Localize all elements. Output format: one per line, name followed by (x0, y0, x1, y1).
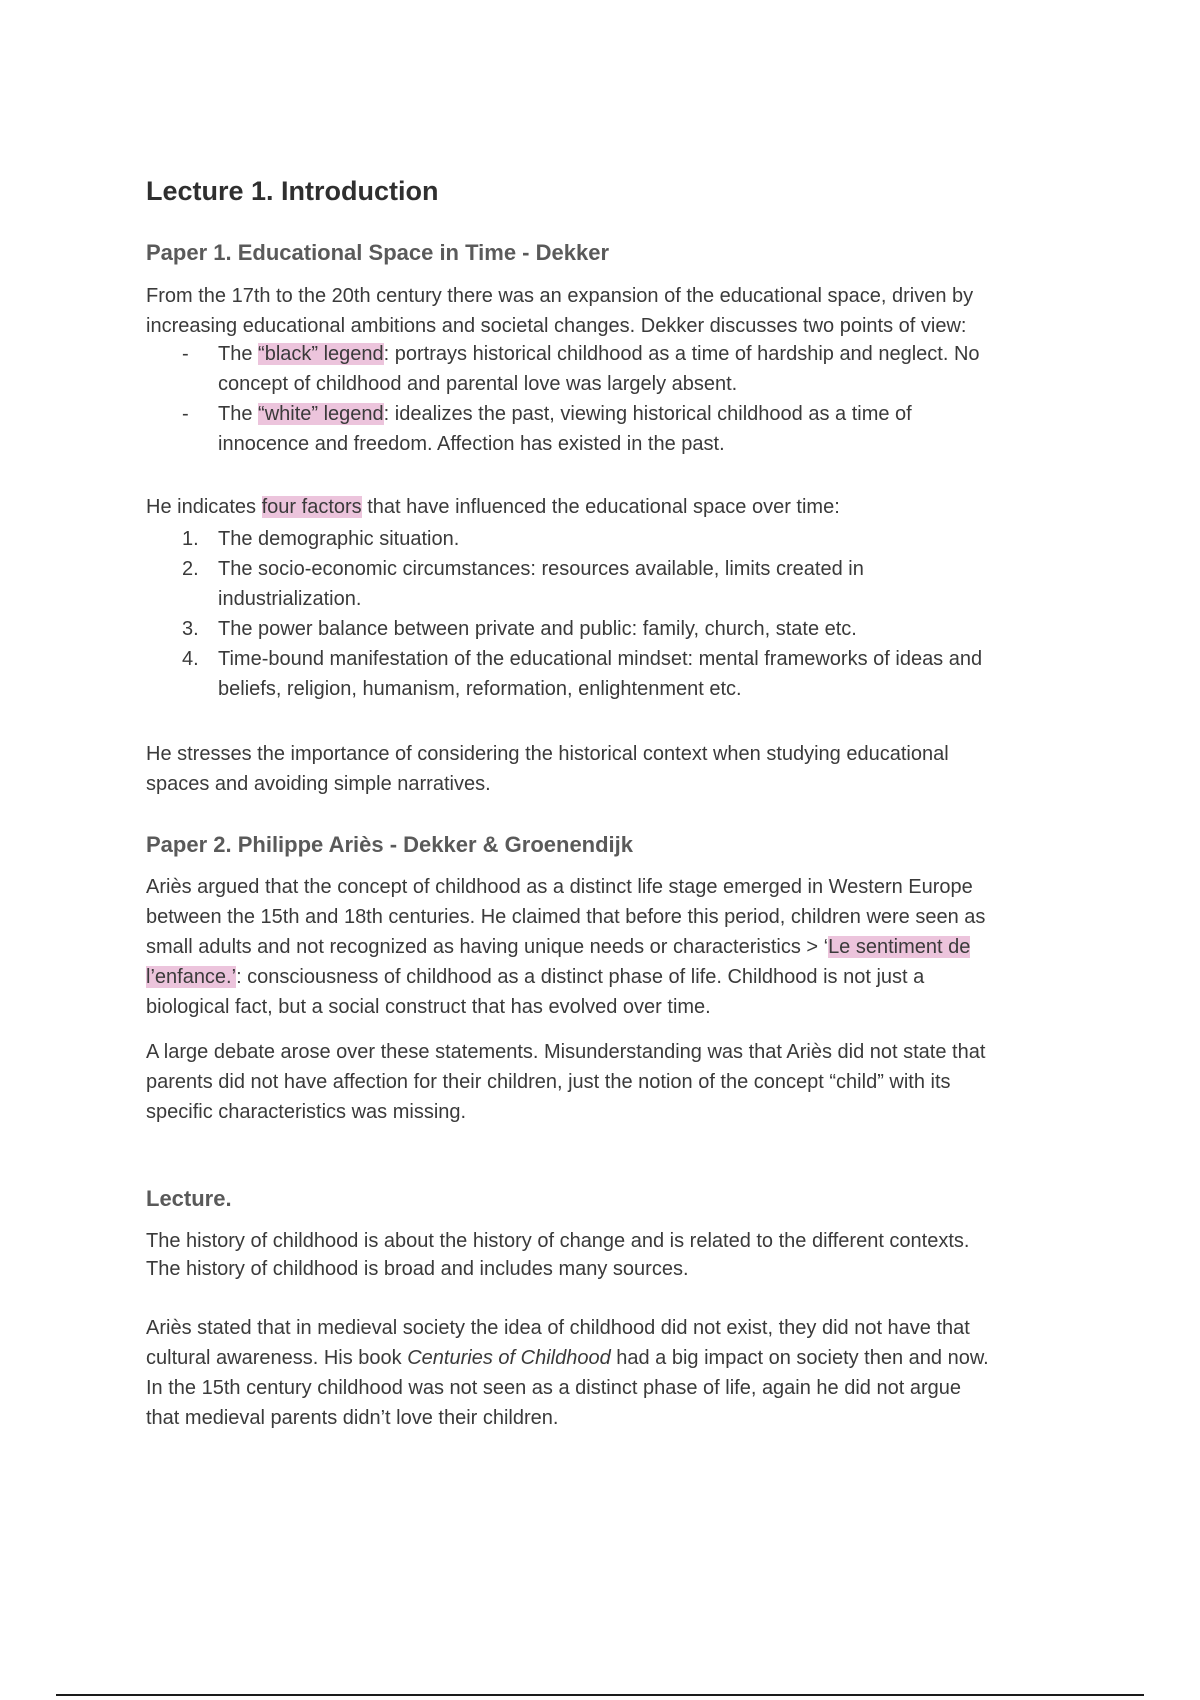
legend-text-continued: concept of childhood and parental love was largely absent. (218, 373, 738, 395)
bottom-divider (56, 1694, 1144, 1696)
paragraph-line: spaces and avoiding simple narratives. (146, 773, 491, 795)
list-item-text: The demographic situation. (218, 528, 460, 550)
highlight-four-factors: four factors (261, 496, 362, 518)
list-item (146, 614, 1086, 644)
paper2-paragraph-2 (146, 1037, 1086, 1127)
paragraph-line: that medieval parents didn’t love their children. (146, 1407, 559, 1429)
paragraph-line: biological fact, but a social construct that has evolved over time. (146, 996, 711, 1018)
factors-intro-prefix: He indicates (146, 496, 262, 518)
paragraph-text: had a big impact on society then and now. (610, 1347, 989, 1369)
legends-list (146, 339, 1086, 459)
paragraph-line: The history of childhood is broad and includes many sources. (146, 1258, 689, 1280)
paragraph-text: cultural awareness. His book (146, 1347, 408, 1369)
paragraph-line: between the 15th and 18th centuries. He claimed that before this period, children were seen as (146, 906, 986, 928)
paragraph-line: A large debate arose over these statements. Misunderstanding was that Ariès did not state that (146, 1041, 986, 1063)
paragraph-line: parents did not have affection for their children, just the notion of the concept “child” with its (146, 1071, 951, 1093)
number-marker: 3. (182, 618, 199, 640)
paper1-heading: Paper 1. Educational Space in Time - Dekker (146, 240, 609, 265)
factors-list (146, 524, 1086, 704)
lecture-paragraph-1 (146, 1226, 1086, 1282)
lecture-paragraph-2 (146, 1313, 1086, 1433)
list-item-text: The socio-economic circumstances: resources available, limits created in (218, 558, 864, 580)
number-marker: 2. (182, 558, 199, 580)
list-item (146, 524, 1086, 554)
list-item (146, 554, 1086, 614)
paragraph-line: specific characteristics was missing. (146, 1101, 467, 1123)
number-marker: 4. (182, 648, 199, 670)
factors-intro (146, 492, 1086, 522)
highlight-lenfance: l’enfance.’ (146, 966, 237, 988)
paragraph-line: Ariès argued that the concept of childhood as a distinct life stage emerged in Western Europe (146, 876, 973, 898)
paper1-intro-line: From the 17th to the 20th century there was an expansion of the educational space, driven by (146, 285, 974, 307)
legend-text: : idealizes the past, viewing historical childhood as a time of (383, 403, 912, 425)
paper2-paragraph-1 (146, 872, 1086, 1022)
paper1-conclusion (146, 739, 1086, 799)
paper2-heading: Paper 2. Philippe Ariès - Dekker & Groenendijk (146, 832, 634, 857)
paragraph-line: Ariès stated that in medieval society the idea of childhood did not exist, they did not have that (146, 1317, 970, 1339)
paragraph-line: The history of childhood is about the history of change and is related to the different contexts. (146, 1230, 970, 1252)
paragraph-line: He stresses the importance of considering the historical context when studying educational (146, 743, 949, 765)
list-item-white-legend (146, 399, 1086, 459)
legend-text-continued: innocence and freedom. Affection has existed in the past. (218, 433, 725, 455)
paper1-intro (146, 281, 1086, 341)
paragraph-line: In the 15th century childhood was not seen as a distinct phase of life, again he did not argue (146, 1377, 961, 1399)
list-item-text: Time-bound manifestation of the educational mindset: mental frameworks of ideas and (218, 648, 983, 670)
page-title: Lecture 1. Introduction (146, 176, 439, 206)
legend-prefix: The (218, 343, 259, 365)
factors-intro-suffix: that have influenced the educational space over time: (361, 496, 840, 518)
list-item-black-legend (146, 339, 1086, 399)
list-item-text: beliefs, religion, humanism, reformation, enlightenment etc. (218, 678, 742, 700)
legend-text: : portrays historical childhood as a time of hardship and neglect. No (383, 343, 980, 365)
list-item (146, 644, 1086, 704)
legend-prefix: The (218, 403, 259, 425)
bullet-marker: - (182, 343, 189, 365)
lecture-heading: Lecture. (146, 1186, 232, 1211)
highlight-white-legend: “white” legend (258, 403, 384, 425)
bullet-marker: - (182, 403, 189, 425)
paragraph-text: : consciousness of childhood as a distinct phase of life. Childhood is not just a (236, 966, 925, 988)
highlight-le-sentiment: Le sentiment de (828, 936, 971, 958)
number-marker: 1. (182, 528, 199, 550)
list-item-text: industrialization. (218, 588, 362, 610)
paragraph-text: small adults and not recognized as having unique needs or characteristics > ‘ (146, 936, 829, 958)
book-title: Centuries of Childhood (407, 1347, 611, 1369)
highlight-black-legend: “black” legend (258, 343, 384, 365)
list-item-text: The power balance between private and public: family, church, state etc. (218, 618, 857, 640)
paper1-intro-line: increasing educational ambitions and societal changes. Dekker discusses two points of view: (146, 315, 967, 337)
